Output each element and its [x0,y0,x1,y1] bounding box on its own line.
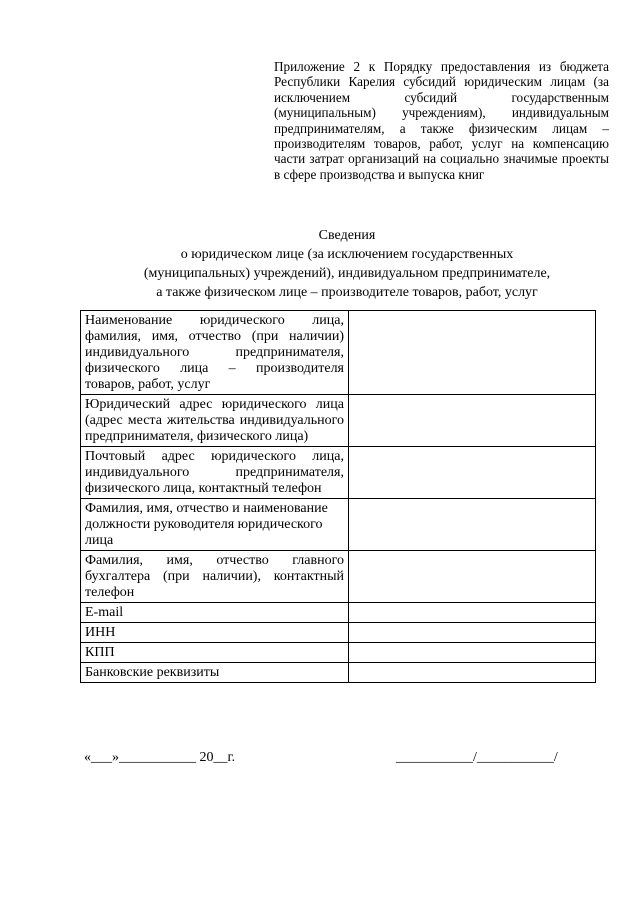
heading-subtitle-line-3: а также физическом лице – производителе товаров, работ, услуг [156,285,538,300]
heading-subtitle-line-1: о юридическом лице (за исключением государственных [180,247,514,262]
row-label-email: E-mail [81,603,349,623]
row-value-chief-accountant[interactable] [349,551,596,603]
row-label-name: Наименование юридического лица, фамилия, имя, отчество (при наличии) индивидуального предпринимателя, физического лица – производителя товаров, работ, услуг [81,311,349,395]
row-value-bank-details[interactable] [349,663,596,683]
table-row [81,311,596,395]
table-row [81,499,596,551]
row-label-inn: ИНН [81,623,349,643]
table-row [81,623,596,643]
row-label-director-line-1: Фамилия, имя, отчество и наименование [85,501,328,516]
appendix-note: Приложение 2 к Порядку предоставления из бюджета Республики Карелия субсидий юридическим лицам (за исключением субсидий государственным (муниципальным) учреждениям), индивидуальным предпринимателям, а также физическим лицам – производителям товаров, работ, услуг на компенсацию части затрат организаций на социально значимые проекты в сфере производства и выпуска книг [274,59,609,182]
document-heading [80,226,614,302]
row-value-postal-address[interactable] [349,447,596,499]
table-row [81,447,596,499]
info-table [80,310,596,683]
table-row [81,643,596,663]
date-field: «___»___________ 20__г. [84,750,236,765]
heading-title: Сведения [318,228,376,243]
row-value-kpp[interactable] [349,643,596,663]
row-label-legal-address: Юридический адрес юридического лица (адрес места жительства индивидуального предпринимателя, физического лица) [81,395,349,447]
row-label-kpp: КПП [81,643,349,663]
row-value-name[interactable] [349,311,596,395]
signature-field: ___________/___________/ [396,750,558,765]
row-value-legal-address[interactable] [349,395,596,447]
row-label-bank-details: Банковские реквизиты [81,663,349,683]
row-label-postal-address: Почтовый адрес юридического лица, индивидуального предпринимателя, физического лица, контактный телефон [81,447,349,499]
heading-subtitle-line-2: (муниципальных) учреждений), индивидуальном предпринимателе, [143,266,551,281]
table-row [81,395,596,447]
row-label-director [81,499,349,551]
table-row [81,551,596,603]
row-value-email[interactable] [349,603,596,623]
row-value-director[interactable] [349,499,596,551]
table-row [81,663,596,683]
row-label-director-line-2: должности руководителя юридического лица [85,517,323,548]
table-row [81,603,596,623]
row-value-inn[interactable] [349,623,596,643]
row-label-chief-accountant: Фамилия, имя, отчество главного бухгалтера (при наличии), контактный телефон [81,551,349,603]
